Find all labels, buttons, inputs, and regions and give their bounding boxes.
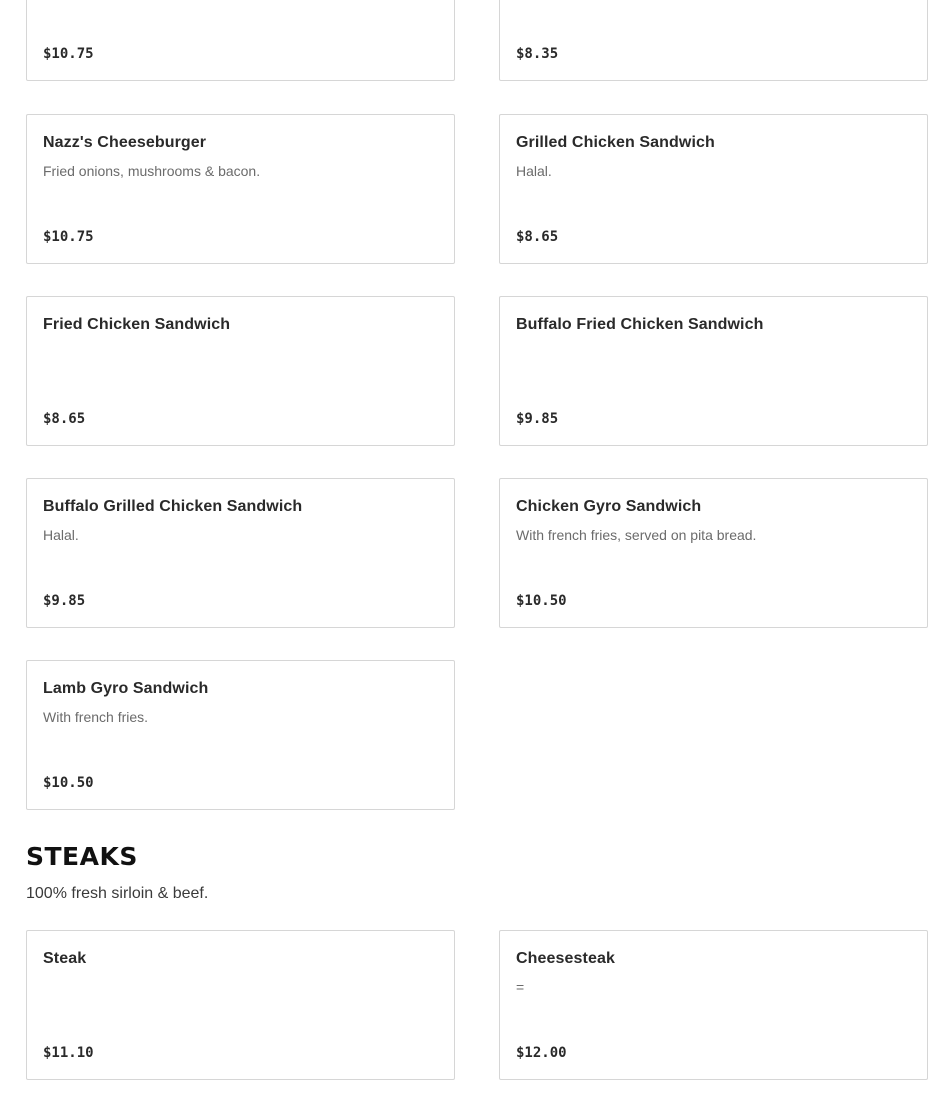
menu-item-price: $10.75 [43, 229, 94, 245]
menu-item-card[interactable] [499, 930, 928, 1080]
menu-item-name: Lamb Gyro Sandwich [43, 680, 209, 697]
menu-item-price: $8.65 [43, 411, 86, 427]
menu-item-card[interactable] [26, 114, 455, 264]
menu-item-price: $8.65 [516, 229, 559, 245]
menu-item-name: Cheesesteak [516, 950, 615, 967]
menu-item-price: $11.10 [43, 1045, 94, 1061]
menu-item-name: Nazz's Cheeseburger [43, 134, 207, 151]
menu-item-description: With french fries. [43, 709, 149, 725]
menu-item-card[interactable] [499, 296, 928, 446]
menu-item-card[interactable] [499, 478, 928, 628]
menu-item-price: $9.85 [43, 593, 86, 609]
menu-item-card[interactable] [26, 0, 455, 81]
menu-item-description: With french fries, served on pita bread. [516, 527, 757, 543]
menu-item-card[interactable] [26, 660, 455, 810]
menu-item-description: Halal. [516, 163, 552, 179]
menu-item-name: Buffalo Grilled Chicken Sandwich [43, 498, 303, 515]
menu-item-price: $10.50 [516, 593, 567, 609]
menu-item-price: $12.00 [516, 1045, 567, 1061]
menu-item-name: Chicken Gyro Sandwich [516, 498, 702, 515]
menu-item-name: Buffalo Fried Chicken Sandwich [516, 316, 764, 333]
menu-item-price: $10.75 [43, 46, 94, 62]
menu-item-card[interactable] [26, 478, 455, 628]
menu-item-card[interactable] [26, 296, 455, 446]
menu-item-name: Steak [43, 950, 87, 967]
menu-item-price: $9.85 [516, 411, 559, 427]
menu-item-description: = [516, 979, 525, 995]
menu-item-name: Grilled Chicken Sandwich [516, 134, 715, 151]
menu-item-card[interactable] [499, 0, 928, 81]
menu-item-card[interactable] [499, 114, 928, 264]
menu-item-description: Halal. [43, 527, 79, 543]
menu-item-card[interactable] [26, 930, 455, 1080]
menu-item-price: $10.50 [43, 775, 94, 791]
section-title: STEAKS [26, 842, 138, 871]
section-subtitle: 100% fresh sirloin & beef. [26, 885, 209, 902]
menu-item-price: $8.35 [516, 46, 559, 62]
menu-item-name: Fried Chicken Sandwich [43, 316, 231, 333]
menu-item-description: Fried onions, mushrooms & bacon. [43, 163, 261, 179]
